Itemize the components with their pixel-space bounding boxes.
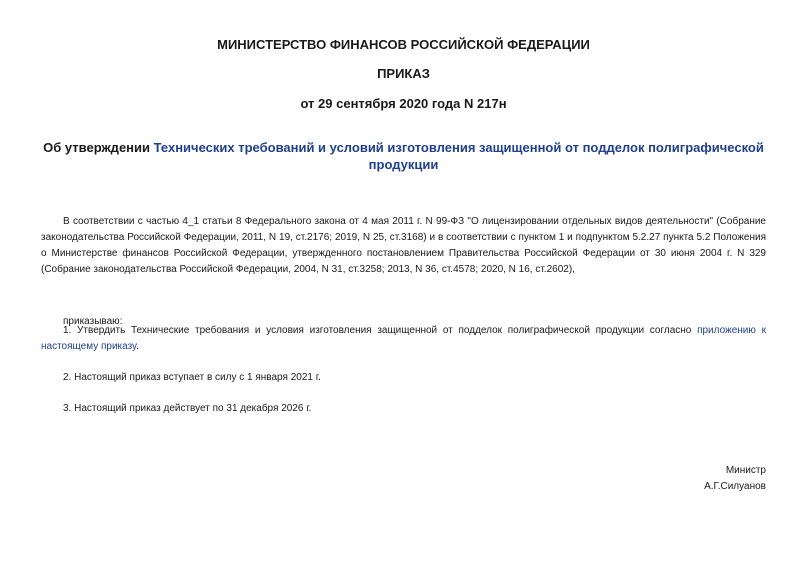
ministry-heading: МИНИСТЕРСТВО ФИНАНСОВ РОССИЙСКОЙ ФЕДЕРАЦИИ (217, 37, 590, 52)
orders-paragraph: приказываю: (63, 316, 123, 327)
item-1-paragraph (41, 323, 766, 355)
item-3-paragraph: 3. Настоящий приказ действует по 31 декабря 2026 г. (63, 403, 312, 414)
subject-link[interactable]: Технических требований и условий изготовления защищенной от подделок полиграфической продукции (153, 140, 764, 172)
item-1-end: . (136, 341, 139, 352)
document-subject (40, 139, 767, 173)
item-1-text: 1. Утвердить Технические требования и условия изготовления защищенной от подделок полиграфической продукции согласно (63, 325, 698, 336)
document-type-heading: ПРИКАЗ (377, 66, 430, 81)
document-date-number: от 29 сентября 2020 года N 217н (300, 96, 507, 111)
signatory-title: Министр (725, 465, 766, 476)
subject-prefix: Об утверждении (43, 140, 154, 155)
preamble-paragraph: В соответствии с частью 4_1 статьи 8 Федерального закона от 4 мая 2011 г. N 99-ФЗ "О лицензировании отдельных видов деятельности" (Собрание законодательства Российской Федерации, 2011, N 19, ст.2176; 2019, N 25, ст.3168) и в соответствии с пунктом 1 и подпунктом 5.2.27 пункта 5.2 Положения о Министерстве финансов Российской Федерации, утвержденного постановлением Правительства Российской Федерации от 30 июня 2004 г. N 329 (Собрание законодательства Российской Федерации, 2004, N 31, ст.3258; 2013, N 36, ст.4578; 2020, N 16, ст.2602), (41, 216, 766, 275)
appendix-link[interactable]: приложению к настоящему приказу (41, 325, 766, 352)
signatory-name: А.Г.Силуанов (704, 481, 766, 492)
item-2-paragraph: 2. Настоящий приказ вступает в силу с 1 января 2021 г. (63, 372, 321, 383)
